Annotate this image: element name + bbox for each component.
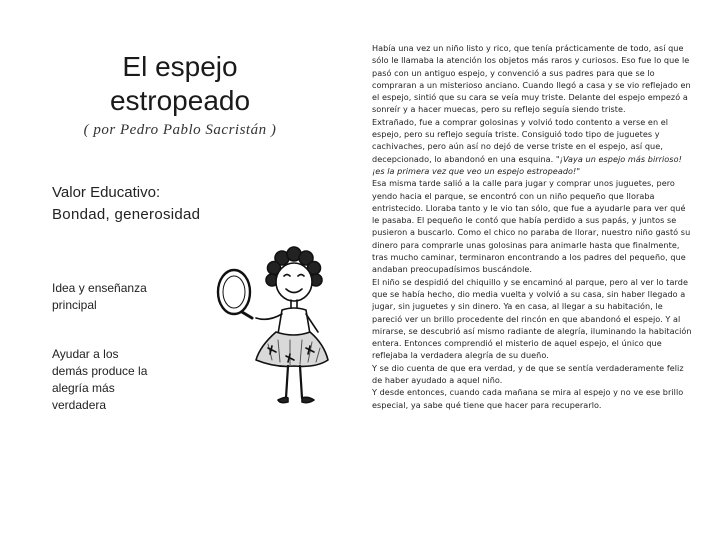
story-paragraph: Y desde entonces, cuando cada mañana se mira al espejo y no ve ese brillo especial, ya sabe qué tiene que hacer para recuperarlo. — [372, 387, 684, 410]
story-paragraph: Había una vez un niño listo y rico, que tenía prácticamente de todo, así que sólo le llamaba la atención los objetos más raros y curiosos. Eso fue lo que le pasó con un antiguo espejo, y convenció a sus padres para que se lo compraran a un misterioso anciano. Cuando llegó a casa y se vio reflejado en el espejo, sintió que su cara se veía muy triste. Delante del espejo empezó a sonreír y a hacer muecas, pero su reflejo seguía siendo triste. — [372, 43, 691, 115]
story-paragraph: El niño se despidió del chiquillo y se encaminó al parque, pero al ver lo tarde que se había hecho, dio media vuelta y volvió a su casa, sin haber llegado a jugar, sin juguetes y sin dinero. Ya en casa, al llegar a su habitación, le pareció ver un brillo procedente del rincón en que abandonó el espejo. Y al mirarse, se descubrió así mismo radiante de alegría, iluminando la habitación entera. Entonces comprendió el misterio de aquel espejo, el único que reflejaba la verdadera alegría de su dueño. — [372, 276, 692, 361]
valor-educativo-value: Bondad, generosidad — [52, 206, 201, 223]
valor-educativo-label: Valor Educativo: — [52, 184, 161, 201]
idea-principal-value: Ayudar a los demás produce la alegría más verdadera — [52, 347, 148, 412]
story-text — [372, 42, 694, 411]
story-paragraph: Esa misma tarde salió a la calle para jugar y comprar unos juguetes, pero yendo hacia el parque, se encontró con un niño pequeño que lloraba entristecido. Lloraba tanto y le vio tan sólo, que fue a ayudarle para ver qué le pasaba. El pequeño le contó que había perdido a sus papás, y juntos se pusieron a buscarlo. Como el chico no paraba de llorar, nuestro niño gastó su dinero para comprarle unas golosinas para animarle hasta que finalmente, tras mucho caminar, terminaron encontrando a los padres del pequeño, que andaban preocupadísimos buscándole. — [372, 178, 691, 275]
girl-with-mirror-icon — [208, 244, 330, 412]
story-author: ( por Pedro Pablo Sacristán ) — [83, 122, 277, 138]
story-paragraph: Y se dio cuenta de que era verdad, y de que se sentía verdaderamente feliz de haber ayudado a aquel niño. — [372, 362, 684, 386]
story-title: El espejo estropeado — [109, 51, 251, 116]
story-quote: "¡Vaya un espejo más birrioso! ¡es la primera vez que veo un espejo estropeado!" — [372, 153, 682, 176]
story-paragraph — [372, 116, 694, 177]
story-text-segment: Extrañado, fue a comprar golosinas y volvió todo contento a verse en el espejo, pero su reflejo seguía triste. Consiguió todo tipo de juguetes y cachivaches, pero aún así no dejó de verse triste en el espejo, así que, decepcionado, lo abandonó en una esquina. — [372, 116, 669, 164]
idea-principal-label: Idea y enseñanza principal — [52, 281, 147, 312]
